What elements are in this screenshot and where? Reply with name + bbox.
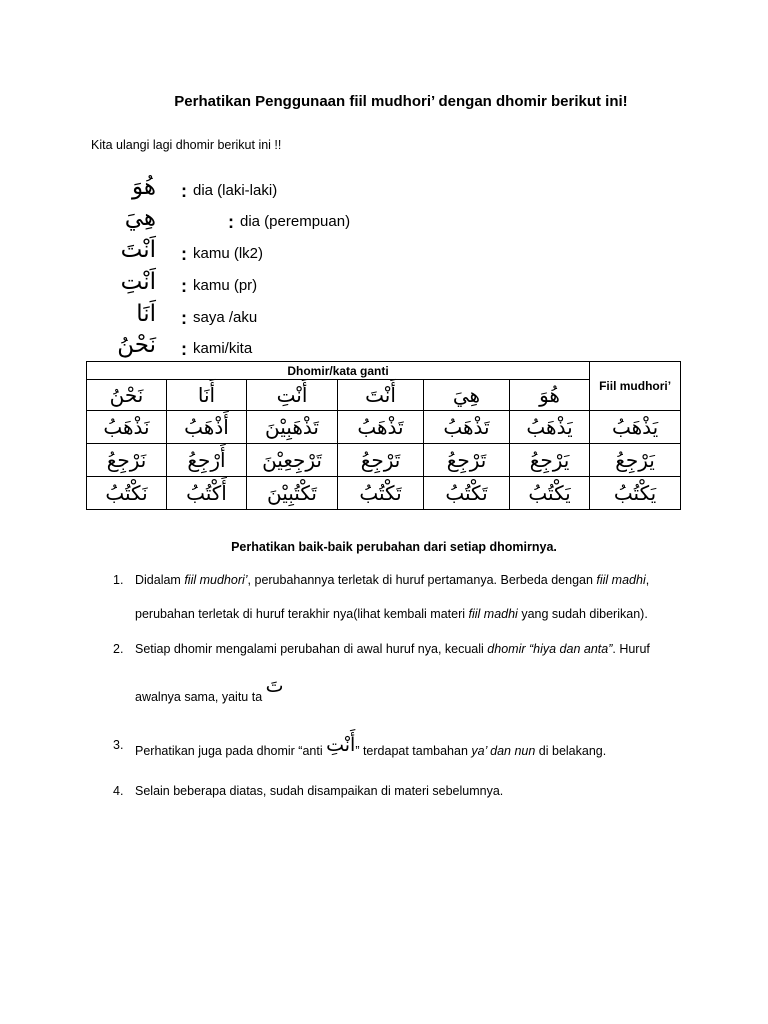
note-line bbox=[135, 642, 650, 656]
section-heading: Perhatikan baik-baik perubahan dari setiap dhomirnya. bbox=[231, 540, 557, 554]
colon: : bbox=[181, 244, 187, 264]
conjugation-cell: تَكْتُبُ bbox=[424, 477, 510, 510]
pronoun-cell: أَنْتِ bbox=[247, 380, 338, 411]
conjugation-cell: أَذْهَبُ bbox=[167, 411, 247, 444]
dhomir-meaning: kamu (pr) bbox=[193, 277, 258, 294]
note-text: di belakang. bbox=[535, 744, 607, 758]
note-text: Selain beberapa diatas, sudah disampaikan di materi sebelumnya. bbox=[135, 784, 504, 798]
dhomir-arabic: اَنَا bbox=[136, 301, 156, 327]
conjugation-cell: تَذْهَبُ bbox=[338, 411, 424, 444]
note-term: fiil madhi bbox=[468, 607, 518, 621]
intro-text: Kita ulangi lagi dhomir berikut ini !! bbox=[91, 138, 282, 152]
dhomir-list-item bbox=[0, 301, 768, 337]
note-line bbox=[135, 607, 648, 621]
conjugation-cell: تَكْتُبِيْنَ bbox=[247, 477, 338, 510]
note-line bbox=[135, 573, 649, 587]
note-text: perubahan terletak di huruf terakhir nya(lihat kembali materi bbox=[135, 607, 469, 621]
dhomir-group-header: Dhomir/kata ganti bbox=[87, 362, 590, 380]
conjugation-cell: أَرْجِعُ bbox=[167, 444, 247, 477]
conjugation-cell: تَذْهَبُ bbox=[424, 411, 510, 444]
conjugation-cell: تَذْهَبِيْنَ bbox=[247, 411, 338, 444]
note-line bbox=[135, 675, 284, 706]
note-term: fiil mudhori’ bbox=[184, 573, 248, 587]
note-number: 3. bbox=[113, 738, 124, 752]
conjugation-cell: أَكْتُبُ bbox=[167, 477, 247, 510]
conjugation-cell: نَكْتُبُ bbox=[87, 477, 167, 510]
dhomir-list-item bbox=[0, 205, 768, 241]
conjugation-cell: يَرْجِعُ bbox=[510, 444, 590, 477]
page-title: Perhatikan Penggunaan fiil mudhori’ dengan dhomir berikut ini! bbox=[174, 93, 628, 110]
note-text: . Huruf bbox=[612, 642, 650, 656]
fiil-cell: يَذْهَبُ bbox=[590, 411, 681, 444]
conjugation-cell: تَرْجِعُ bbox=[424, 444, 510, 477]
dhomir-list-item bbox=[0, 174, 768, 210]
colon: : bbox=[181, 339, 187, 359]
dhomir-meaning: kami/kita bbox=[193, 340, 253, 357]
colon: : bbox=[228, 212, 234, 232]
dhomir-list-item bbox=[0, 269, 768, 305]
dhomir-arabic: هِيَ bbox=[124, 205, 156, 231]
note-text: awalnya sama, yaitu ta bbox=[135, 690, 266, 704]
conjugation-cell: تَكْتُبُ bbox=[338, 477, 424, 510]
conjugation-table bbox=[86, 361, 681, 510]
note-text: , bbox=[645, 573, 650, 587]
table-header-row bbox=[87, 362, 681, 380]
dhomir-arabic: اَنْتَ bbox=[120, 237, 156, 263]
colon: : bbox=[181, 181, 187, 201]
table-row bbox=[87, 477, 681, 510]
note-text: Didalam bbox=[135, 573, 185, 587]
note-text: yang sudah diberikan). bbox=[517, 607, 648, 621]
conjugation-cell: تَرْجِعُ bbox=[338, 444, 424, 477]
note-text: Setiap dhomir mengalami perubahan di awal huruf nya, kecuali bbox=[135, 642, 488, 656]
note-number: 1. bbox=[113, 573, 124, 587]
conjugation-cell: نَرْجِعُ bbox=[87, 444, 167, 477]
note-term: dhomir “hiya dan anta” bbox=[487, 642, 613, 656]
dhomir-list bbox=[0, 0, 768, 370]
note-arabic: تَ bbox=[265, 675, 284, 697]
conjugation-cell: نَذْهَبُ bbox=[87, 411, 167, 444]
pronoun-cell: نَحْنُ bbox=[87, 380, 167, 411]
dhomir-list-item bbox=[0, 237, 768, 273]
dhomir-arabic: هُوَ bbox=[131, 174, 156, 200]
pronoun-cell: أَنْتَ bbox=[338, 380, 424, 411]
colon: : bbox=[181, 276, 187, 296]
conjugation-cell: يَكْتُبُ bbox=[510, 477, 590, 510]
table-row bbox=[87, 411, 681, 444]
fiil-cell: يَكْتُبُ bbox=[590, 477, 681, 510]
note-arabic: أَنْتِ bbox=[326, 734, 356, 756]
colon: : bbox=[181, 308, 187, 328]
dhomir-arabic: اَنْتِ bbox=[120, 269, 156, 295]
note-text: , perubahannya terletak di huruf pertamanya. Berbeda dengan bbox=[247, 573, 597, 587]
note-number: 4. bbox=[113, 784, 124, 798]
note-term: fiil madhi bbox=[596, 573, 646, 587]
dhomir-arabic: نَحْنُ bbox=[117, 332, 156, 358]
note-term: ya’ dan nun bbox=[471, 744, 536, 758]
dhomir-meaning: kamu (lk2) bbox=[193, 245, 264, 262]
dhomir-meaning: dia (laki-laki) bbox=[193, 182, 278, 199]
note-line bbox=[135, 734, 607, 760]
fiil-cell: يَرْجِعُ bbox=[590, 444, 681, 477]
pronoun-cell: أَنَا bbox=[167, 380, 247, 411]
note-text: Perhatikan juga pada dhomir “anti bbox=[135, 744, 327, 758]
pronoun-cell: هِيَ bbox=[424, 380, 510, 411]
pronoun-cell: هُوَ bbox=[510, 380, 590, 411]
note-text: ” terdapat tambahan bbox=[355, 744, 472, 758]
dhomir-meaning: dia (perempuan) bbox=[240, 213, 351, 230]
conjugation-cell: تَرْجِعِيْنَ bbox=[247, 444, 338, 477]
conjugation-cell: يَذْهَبُ bbox=[510, 411, 590, 444]
note-number: 2. bbox=[113, 642, 124, 656]
table-row bbox=[87, 444, 681, 477]
dhomir-meaning: saya /aku bbox=[193, 309, 258, 326]
fiil-mudhori-header: Fiil mudhori’ bbox=[590, 362, 681, 411]
